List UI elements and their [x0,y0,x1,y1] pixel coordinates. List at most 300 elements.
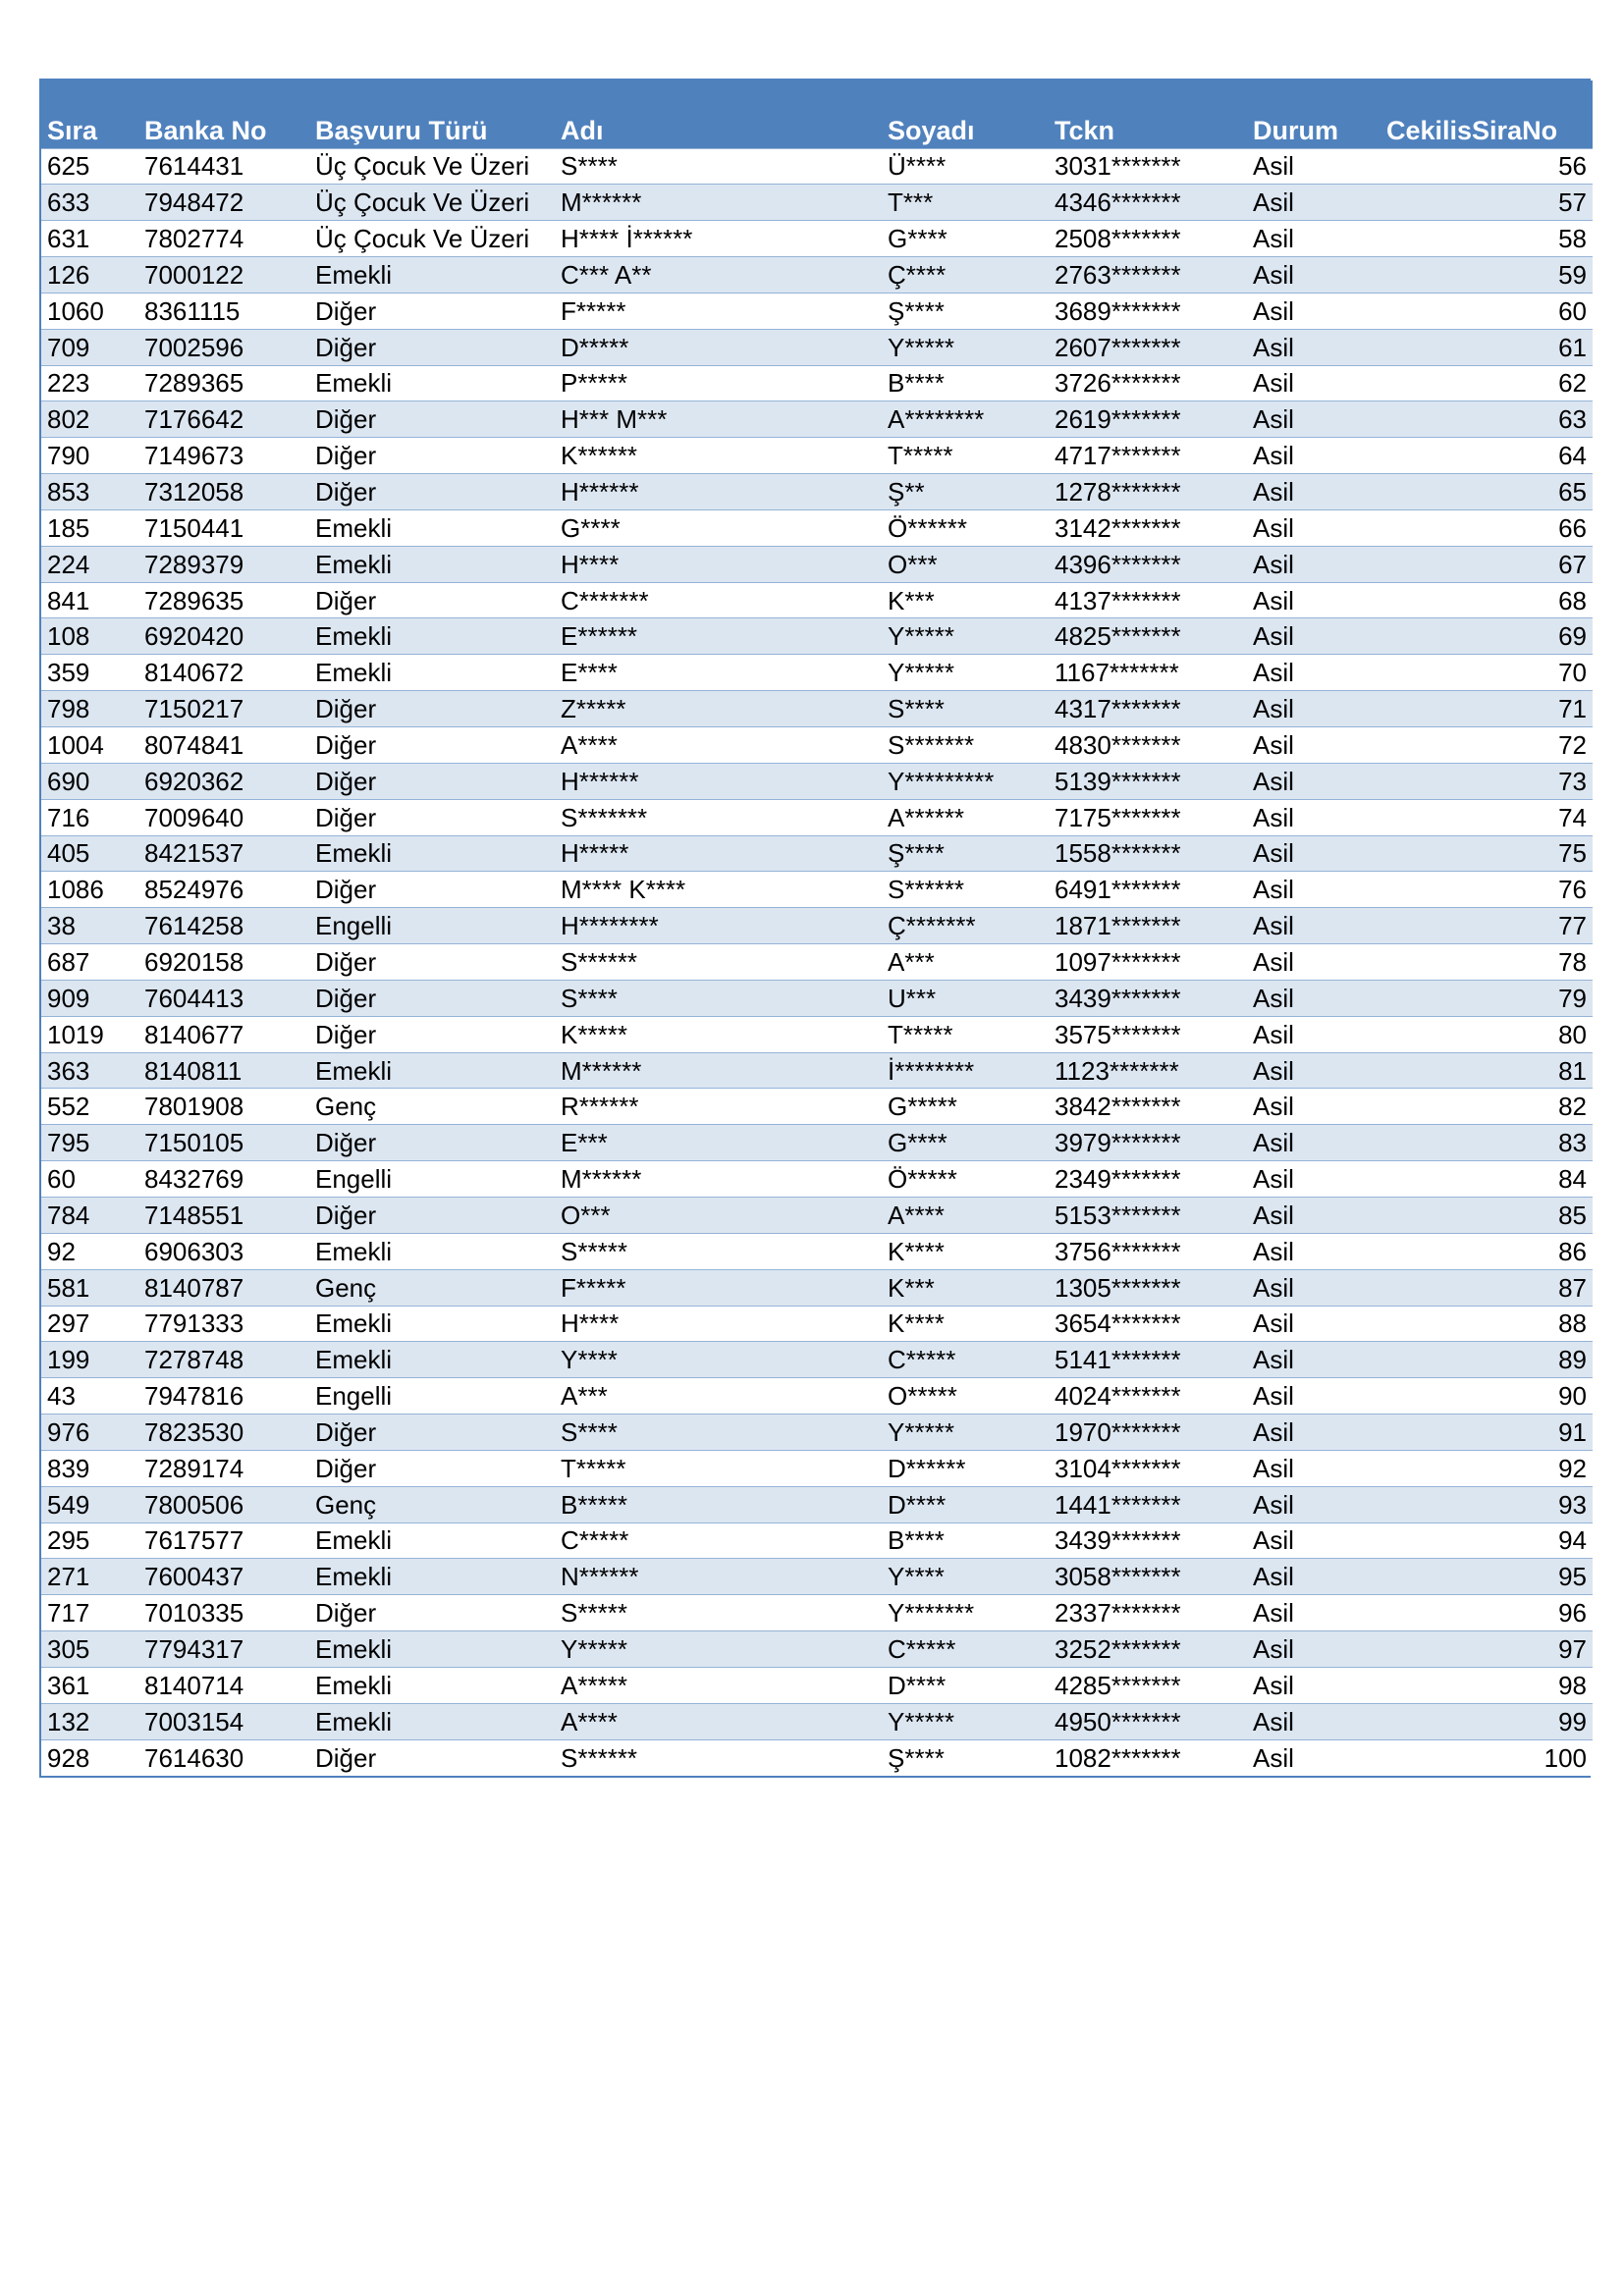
cell-durum: Asil [1247,257,1380,294]
cell-soyadi: K*** [882,582,1049,618]
cell-soyadi: Y***** [882,618,1049,655]
cell-banka-no: 6920158 [138,944,309,981]
cell-durum: Asil [1247,365,1380,401]
cell-tckn: 3842******* [1049,1089,1247,1125]
cell-durum: Asil [1247,872,1380,908]
cell-durum: Asil [1247,1595,1380,1631]
cell-sira: 185 [41,509,138,546]
cell-adi: S****** [555,944,882,981]
cell-sira: 199 [41,1342,138,1378]
table-row[interactable] [41,980,1593,1016]
cell-sira: 790 [41,438,138,474]
cell-cekilis-sira-no: 63 [1380,401,1593,438]
cell-basvuru-turu: Emekli [309,1052,555,1089]
cell-cekilis-sira-no: 56 [1380,148,1593,185]
cell-durum: Asil [1247,1089,1380,1125]
cell-banka-no: 6920362 [138,763,309,799]
table-row[interactable] [41,691,1593,727]
cell-cekilis-sira-no: 94 [1380,1522,1593,1559]
cell-soyadi: Ü**** [882,148,1049,185]
table-row[interactable] [41,185,1593,221]
cell-sira: 108 [41,618,138,655]
cell-adi: H****** [555,763,882,799]
cell-cekilis-sira-no: 78 [1380,944,1593,981]
cell-tckn: 7175******* [1049,799,1247,835]
column-header-durum[interactable]: Durum [1253,115,1338,145]
cell-basvuru-turu: Engelli [309,908,555,944]
cell-sira: 224 [41,546,138,582]
cell-soyadi: Ö****** [882,509,1049,546]
cell-cekilis-sira-no: 85 [1380,1197,1593,1233]
cell-tckn: 3654******* [1049,1306,1247,1342]
cell-adi: A**** [555,727,882,764]
cell-sira: 802 [41,401,138,438]
cell-tckn: 3058******* [1049,1559,1247,1595]
cell-durum: Asil [1247,1667,1380,1703]
cell-banka-no: 7801908 [138,1089,309,1125]
cell-durum: Asil [1247,474,1380,510]
cell-soyadi: O***** [882,1378,1049,1415]
cell-tckn: 4830******* [1049,727,1247,764]
cell-durum: Asil [1247,1306,1380,1342]
cell-soyadi: Ç******* [882,908,1049,944]
cell-banka-no: 8524976 [138,872,309,908]
cell-basvuru-turu: Emekli [309,1522,555,1559]
cell-banka-no: 7948472 [138,185,309,221]
cell-soyadi: Ş**** [882,293,1049,329]
cell-banka-no: 6920420 [138,618,309,655]
cell-tckn: 1305******* [1049,1269,1247,1306]
cell-durum: Asil [1247,1233,1380,1269]
table-row[interactable] [41,401,1593,438]
cell-adi: A*** [555,1378,882,1415]
cell-basvuru-turu: Üç Çocuk Ve Üzeri [309,221,555,257]
cell-sira: 552 [41,1089,138,1125]
cell-tckn: 3104******* [1049,1450,1247,1486]
cell-tckn: 6491******* [1049,872,1247,908]
cell-tckn: 2337******* [1049,1595,1247,1631]
cell-basvuru-turu: Diğer [309,582,555,618]
cell-durum: Asil [1247,185,1380,221]
table-row[interactable] [41,1559,1593,1595]
cell-soyadi: G***** [882,1089,1049,1125]
cell-soyadi: T***** [882,438,1049,474]
cell-adi: S**** [555,1415,882,1451]
cell-basvuru-turu: Engelli [309,1378,555,1415]
cell-cekilis-sira-no: 99 [1380,1703,1593,1739]
cell-adi: H******** [555,908,882,944]
cell-tckn: 1167******* [1049,655,1247,691]
cell-basvuru-turu: Diğer [309,727,555,764]
table-row[interactable] [41,799,1593,835]
cell-banka-no: 8140677 [138,1016,309,1052]
cell-adi: S***** [555,1595,882,1631]
cell-tckn: 3439******* [1049,1522,1247,1559]
column-header-sira[interactable]: Sıra [47,115,98,145]
cell-basvuru-turu: Üç Çocuk Ve Üzeri [309,148,555,185]
cell-sira: 625 [41,148,138,185]
cell-banka-no: 7289379 [138,546,309,582]
cell-tckn: 4346******* [1049,185,1247,221]
cell-banka-no: 7000122 [138,257,309,294]
cell-banka-no: 7150217 [138,691,309,727]
cell-soyadi: D**** [882,1486,1049,1522]
cell-cekilis-sira-no: 96 [1380,1595,1593,1631]
cell-basvuru-turu: Diğer [309,872,555,908]
table-row[interactable] [41,1197,1593,1233]
cell-adi: A***** [555,1667,882,1703]
cell-cekilis-sira-no: 68 [1380,582,1593,618]
cell-basvuru-turu: Diğer [309,1415,555,1451]
cell-adi: F***** [555,293,882,329]
cell-sira: 839 [41,1450,138,1486]
cell-cekilis-sira-no: 84 [1380,1161,1593,1198]
cell-cekilis-sira-no: 59 [1380,257,1593,294]
cell-tckn: 4024******* [1049,1378,1247,1415]
cell-durum: Asil [1247,1378,1380,1415]
cell-soyadi: Ö***** [882,1161,1049,1198]
table-row[interactable] [41,1415,1593,1451]
cell-soyadi: Ş**** [882,1739,1049,1776]
cell-durum: Asil [1247,438,1380,474]
cell-basvuru-turu: Emekli [309,1667,555,1703]
cell-adi: M****** [555,185,882,221]
table-row[interactable] [41,1667,1593,1703]
cell-tckn: 2763******* [1049,257,1247,294]
cell-soyadi: S******* [882,727,1049,764]
table-row[interactable] [41,546,1593,582]
table-row[interactable] [41,438,1593,474]
table-row[interactable] [41,1306,1593,1342]
cell-tckn: 4285******* [1049,1667,1247,1703]
cell-sira: 909 [41,980,138,1016]
cell-durum: Asil [1247,655,1380,691]
cell-banka-no: 8140787 [138,1269,309,1306]
table-row[interactable] [41,1595,1593,1631]
table-row[interactable] [41,509,1593,546]
cell-banka-no: 8140714 [138,1667,309,1703]
cell-adi: H***** [555,835,882,872]
table-row[interactable] [41,1089,1593,1125]
cell-soyadi: Y***** [882,329,1049,365]
cell-adi: C***** [555,1522,882,1559]
cell-sira: 405 [41,835,138,872]
table-row[interactable] [41,1016,1593,1052]
cell-sira: 361 [41,1667,138,1703]
cell-sira: 709 [41,329,138,365]
cell-basvuru-turu: Genç [309,1269,555,1306]
cell-banka-no: 7800506 [138,1486,309,1522]
table-row[interactable] [41,1703,1593,1739]
table-row[interactable] [41,293,1593,329]
cell-cekilis-sira-no: 60 [1380,293,1593,329]
cell-basvuru-turu: Diğer [309,1450,555,1486]
table-row[interactable] [41,1522,1593,1559]
cell-durum: Asil [1247,1415,1380,1451]
cell-sira: 60 [41,1161,138,1198]
cell-sira: 716 [41,799,138,835]
cell-sira: 798 [41,691,138,727]
table-body [41,148,1593,1776]
cell-banka-no: 7614630 [138,1739,309,1776]
cell-tckn: 1558******* [1049,835,1247,872]
column-header-basvuru-turu[interactable]: Başvuru Türü [315,115,488,145]
cell-durum: Asil [1247,980,1380,1016]
cell-soyadi: Ş** [882,474,1049,510]
cell-adi: H*** M*** [555,401,882,438]
column-header-tckn[interactable]: Tckn [1055,115,1115,145]
column-header-cekilis-sira-no[interactable]: CekilisSiraNo [1386,115,1558,145]
cell-basvuru-turu: Engelli [309,1161,555,1198]
cell-soyadi: C***** [882,1631,1049,1668]
cell-sira: 631 [41,221,138,257]
cell-cekilis-sira-no: 95 [1380,1559,1593,1595]
cell-sira: 1019 [41,1016,138,1052]
cell-cekilis-sira-no: 98 [1380,1667,1593,1703]
cell-banka-no: 8361115 [138,293,309,329]
table-row[interactable] [41,1233,1593,1269]
table-row[interactable] [41,835,1593,872]
cell-durum: Asil [1247,763,1380,799]
cell-cekilis-sira-no: 73 [1380,763,1593,799]
table-row[interactable] [41,908,1593,944]
cell-tckn: 3031******* [1049,148,1247,185]
cell-soyadi: Y***** [882,1703,1049,1739]
cell-basvuru-turu: Emekli [309,365,555,401]
cell-tckn: 3689******* [1049,293,1247,329]
cell-basvuru-turu: Diğer [309,1197,555,1233]
cell-cekilis-sira-no: 79 [1380,980,1593,1016]
table-row[interactable] [41,1378,1593,1415]
cell-banka-no: 7947816 [138,1378,309,1415]
cell-durum: Asil [1247,1269,1380,1306]
cell-banka-no: 7003154 [138,1703,309,1739]
cell-adi: M**** K**** [555,872,882,908]
cell-cekilis-sira-no: 58 [1380,221,1593,257]
cell-basvuru-turu: Diğer [309,1595,555,1631]
cell-basvuru-turu: Diğer [309,763,555,799]
cell-tckn: 3439******* [1049,980,1247,1016]
cell-tckn: 5153******* [1049,1197,1247,1233]
cell-tckn: 4396******* [1049,546,1247,582]
cell-durum: Asil [1247,1739,1380,1776]
cell-cekilis-sira-no: 100 [1380,1739,1593,1776]
table-row[interactable] [41,1450,1593,1486]
cell-banka-no: 7802774 [138,221,309,257]
cell-sira: 92 [41,1233,138,1269]
cell-basvuru-turu: Diğer [309,293,555,329]
cell-soyadi: A******** [882,401,1049,438]
cell-sira: 271 [41,1559,138,1595]
cell-basvuru-turu: Diğer [309,1739,555,1776]
cell-sira: 853 [41,474,138,510]
cell-sira: 1086 [41,872,138,908]
cell-adi: H**** İ****** [555,221,882,257]
cell-basvuru-turu: Emekli [309,257,555,294]
cell-tckn: 5139******* [1049,763,1247,799]
cell-cekilis-sira-no: 70 [1380,655,1593,691]
column-header-soyadi[interactable]: Soyadı [888,115,975,145]
cell-cekilis-sira-no: 57 [1380,185,1593,221]
cell-cekilis-sira-no: 65 [1380,474,1593,510]
cell-basvuru-turu: Emekli [309,546,555,582]
table-row[interactable] [41,1125,1593,1161]
results-table-container [39,79,1591,1778]
results-table [41,80,1593,1776]
cell-sira: 1004 [41,727,138,764]
cell-cekilis-sira-no: 93 [1380,1486,1593,1522]
table-row[interactable] [41,763,1593,799]
table-row[interactable] [41,582,1593,618]
cell-tckn: 1970******* [1049,1415,1247,1451]
cell-banka-no: 7791333 [138,1306,309,1342]
cell-soyadi: K**** [882,1233,1049,1269]
table-row[interactable] [41,365,1593,401]
cell-cekilis-sira-no: 80 [1380,1016,1593,1052]
table-row[interactable] [41,1161,1593,1198]
cell-soyadi: Y***** [882,1415,1049,1451]
cell-basvuru-turu: Emekli [309,1233,555,1269]
cell-sira: 295 [41,1522,138,1559]
cell-banka-no: 7617577 [138,1522,309,1559]
cell-sira: 784 [41,1197,138,1233]
cell-durum: Asil [1247,582,1380,618]
table-row[interactable] [41,618,1593,655]
cell-durum: Asil [1247,221,1380,257]
cell-adi: O*** [555,1197,882,1233]
cell-durum: Asil [1247,618,1380,655]
cell-durum: Asil [1247,1486,1380,1522]
table-row[interactable] [41,1486,1593,1522]
cell-basvuru-turu: Genç [309,1486,555,1522]
cell-durum: Asil [1247,1703,1380,1739]
table-row[interactable] [41,1739,1593,1776]
cell-tckn: 3726******* [1049,365,1247,401]
cell-adi: S**** [555,148,882,185]
cell-sira: 43 [41,1378,138,1415]
cell-soyadi: Y********* [882,763,1049,799]
cell-basvuru-turu: Diğer [309,691,555,727]
cell-soyadi: Y**** [882,1559,1049,1595]
cell-adi: T***** [555,1450,882,1486]
cell-tckn: 4317******* [1049,691,1247,727]
cell-basvuru-turu: Üç Çocuk Ve Üzeri [309,185,555,221]
table-row[interactable] [41,1631,1593,1668]
cell-durum: Asil [1247,329,1380,365]
cell-durum: Asil [1247,509,1380,546]
cell-basvuru-turu: Emekli [309,655,555,691]
cell-sira: 1060 [41,293,138,329]
cell-banka-no: 7002596 [138,329,309,365]
cell-cekilis-sira-no: 76 [1380,872,1593,908]
table-row[interactable] [41,257,1593,294]
cell-durum: Asil [1247,691,1380,727]
cell-sira: 38 [41,908,138,944]
cell-banka-no: 8140811 [138,1052,309,1089]
cell-sira: 581 [41,1269,138,1306]
cell-tckn: 4950******* [1049,1703,1247,1739]
cell-adi: P***** [555,365,882,401]
cell-tckn: 2607******* [1049,329,1247,365]
table-row[interactable] [41,1269,1593,1306]
cell-soyadi: G**** [882,221,1049,257]
cell-sira: 363 [41,1052,138,1089]
table-row[interactable] [41,148,1593,185]
cell-banka-no: 7289635 [138,582,309,618]
cell-adi: A**** [555,1703,882,1739]
cell-soyadi: G**** [882,1125,1049,1161]
cell-cekilis-sira-no: 86 [1380,1233,1593,1269]
cell-sira: 305 [41,1631,138,1668]
cell-adi: E**** [555,655,882,691]
cell-cekilis-sira-no: 62 [1380,365,1593,401]
table-row[interactable] [41,1052,1593,1089]
cell-soyadi: Y******* [882,1595,1049,1631]
table-row[interactable] [41,944,1593,981]
cell-sira: 633 [41,185,138,221]
cell-tckn: 2349******* [1049,1161,1247,1198]
cell-adi: S****** [555,1739,882,1776]
cell-adi: E****** [555,618,882,655]
table-row[interactable] [41,221,1593,257]
cell-adi: N****** [555,1559,882,1595]
cell-basvuru-turu: Diğer [309,980,555,1016]
cell-soyadi: T***** [882,1016,1049,1052]
cell-adi: K****** [555,438,882,474]
cell-durum: Asil [1247,799,1380,835]
table-row[interactable] [41,474,1593,510]
cell-durum: Asil [1247,1016,1380,1052]
cell-basvuru-turu: Emekli [309,1631,555,1668]
cell-tckn: 4137******* [1049,582,1247,618]
table-row[interactable] [41,727,1593,764]
cell-basvuru-turu: Emekli [309,1306,555,1342]
table-row[interactable] [41,329,1593,365]
cell-durum: Asil [1247,1522,1380,1559]
cell-tckn: 3575******* [1049,1016,1247,1052]
cell-soyadi: Y***** [882,655,1049,691]
cell-adi: C******* [555,582,882,618]
cell-durum: Asil [1247,1631,1380,1668]
cell-soyadi: K**** [882,1306,1049,1342]
cell-basvuru-turu: Emekli [309,1342,555,1378]
cell-durum: Asil [1247,1342,1380,1378]
cell-cekilis-sira-no: 66 [1380,509,1593,546]
cell-durum: Asil [1247,1559,1380,1595]
cell-adi: K***** [555,1016,882,1052]
cell-basvuru-turu: Diğer [309,438,555,474]
table-row[interactable] [41,1342,1593,1378]
cell-basvuru-turu: Emekli [309,1703,555,1739]
cell-soyadi: B**** [882,1522,1049,1559]
cell-banka-no: 7312058 [138,474,309,510]
cell-adi: Z***** [555,691,882,727]
cell-basvuru-turu: Diğer [309,799,555,835]
column-header-adi[interactable]: Adı [561,115,604,145]
cell-sira: 795 [41,1125,138,1161]
cell-adi: S******* [555,799,882,835]
cell-banka-no: 7176642 [138,401,309,438]
table-row[interactable] [41,872,1593,908]
table-row[interactable] [41,655,1593,691]
cell-durum: Asil [1247,727,1380,764]
cell-tckn: 3979******* [1049,1125,1247,1161]
cell-sira: 223 [41,365,138,401]
cell-adi: S**** [555,980,882,1016]
column-header-banka-no[interactable]: Banka No [144,115,267,145]
cell-banka-no: 8140672 [138,655,309,691]
cell-soyadi: O*** [882,546,1049,582]
